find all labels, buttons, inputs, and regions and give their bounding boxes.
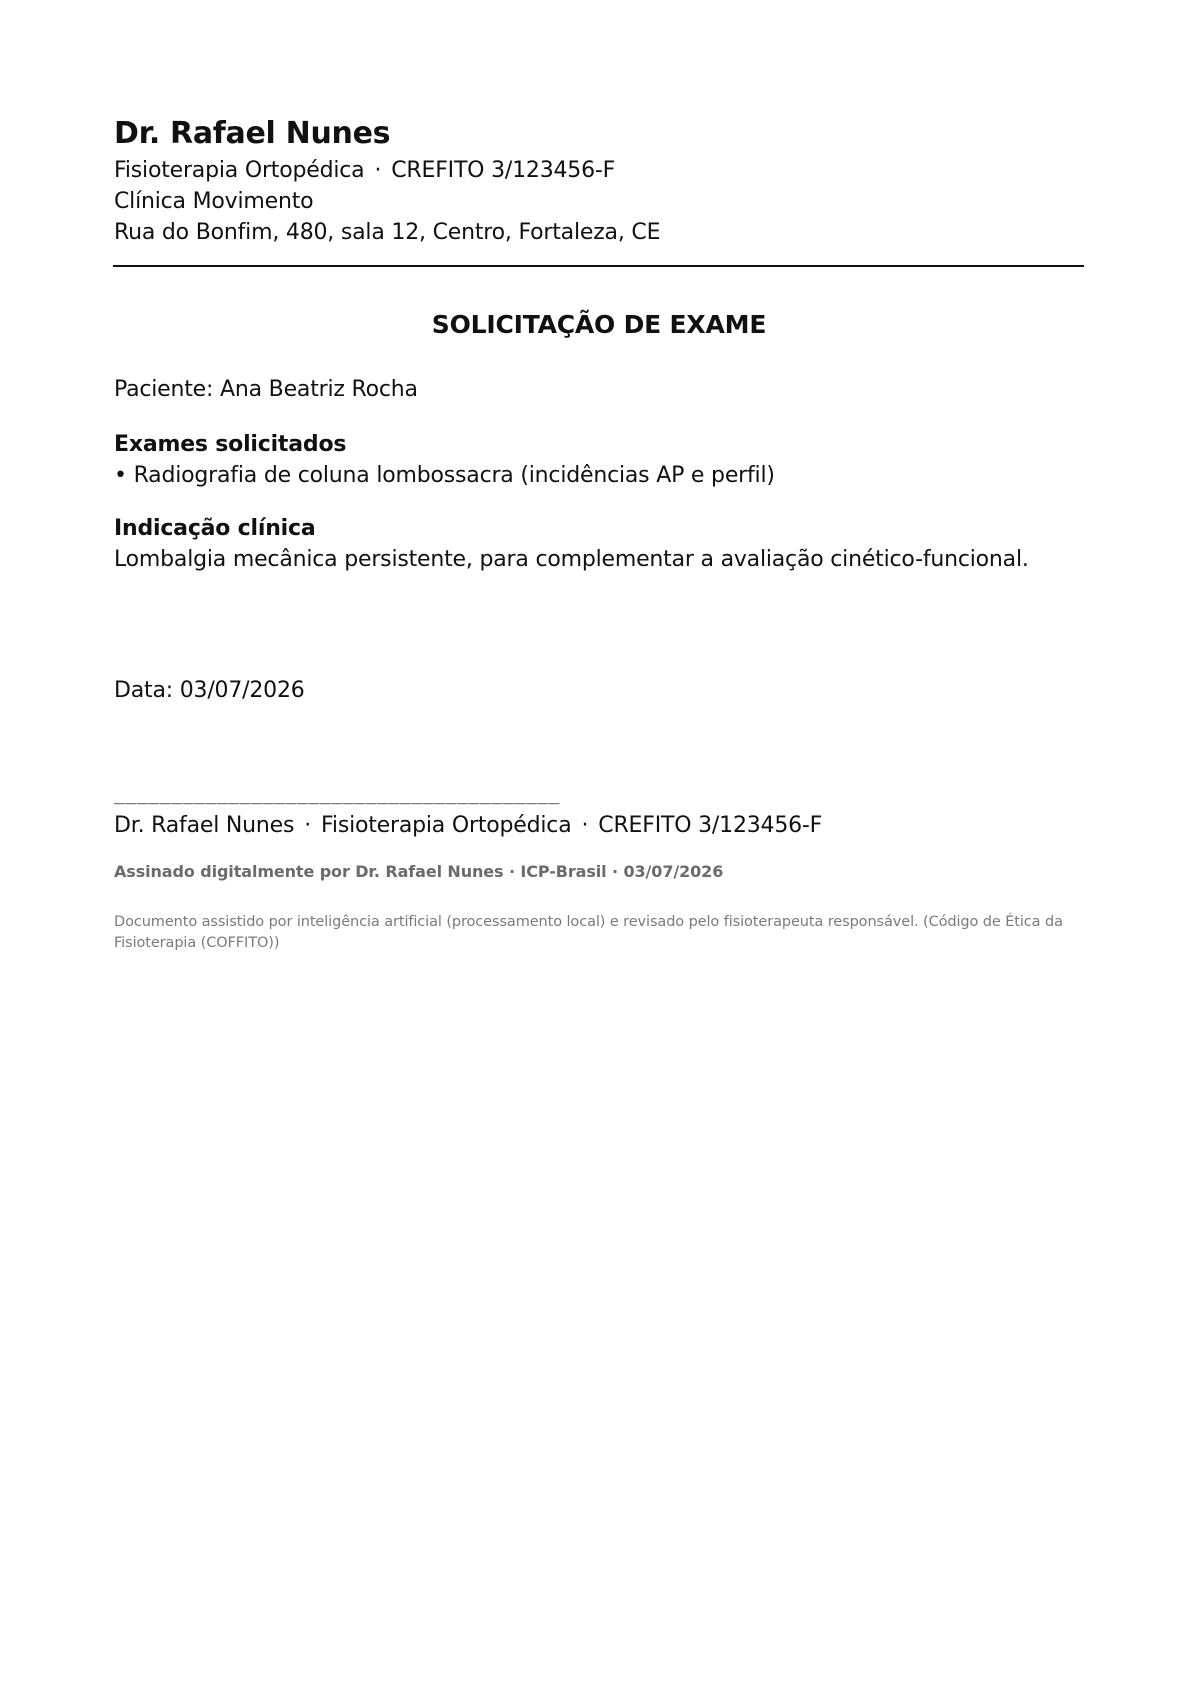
signature-separator-2: ·	[581, 813, 589, 838]
digital-signature-note: Assinado digitalmente por Dr. Rafael Nunes · ICP-Brasil · 03/07/2026	[114, 862, 724, 881]
exam-item: • Radiografia de coluna lombossacra (incidências AP e perfil)	[114, 463, 775, 488]
indication-text: Lombalgia mecânica persistente, para complementar a avaliação cinético-funcional.	[114, 547, 1029, 572]
indication-heading: Indicação clínica	[114, 516, 316, 541]
date-line: Data: 03/07/2026	[114, 678, 305, 703]
ai-disclaimer: Documento assistido por inteligência artificial (processamento local) e revisado pelo fisioterapeuta responsável. (Código de Ética da Fisioterapia (COFFITO))	[114, 914, 1063, 951]
header-divider	[113, 265, 1084, 267]
header-specialty-line	[114, 156, 615, 186]
signature-registration: CREFITO 3/123456-F	[598, 813, 823, 838]
signature-name: Dr. Rafael Nunes	[114, 813, 295, 838]
exams-heading: Exames solicitados	[114, 432, 347, 457]
document-page	[114, 0, 1084, 1684]
document-title: SOLICITAÇÃO DE EXAME	[431, 310, 767, 339]
signature-specialty: Fisioterapia Ortopédica	[321, 813, 572, 838]
patient-line: Paciente: Ana Beatriz Rocha	[114, 377, 418, 402]
header-registration: CREFITO 3/123456-F	[391, 158, 616, 183]
doctor-name: Dr. Rafael Nunes	[114, 116, 391, 151]
header-separator: ·	[374, 158, 382, 183]
clinic-name: Clínica Movimento	[114, 189, 314, 214]
signature-separator-1: ·	[304, 813, 312, 838]
signature-line: _______________________________________	[114, 784, 561, 805]
signature-block	[114, 811, 822, 841]
header-specialty: Fisioterapia Ortopédica	[114, 158, 365, 183]
clinic-address: Rua do Bonfim, 480, sala 12, Centro, Fortaleza, CE	[114, 220, 661, 245]
